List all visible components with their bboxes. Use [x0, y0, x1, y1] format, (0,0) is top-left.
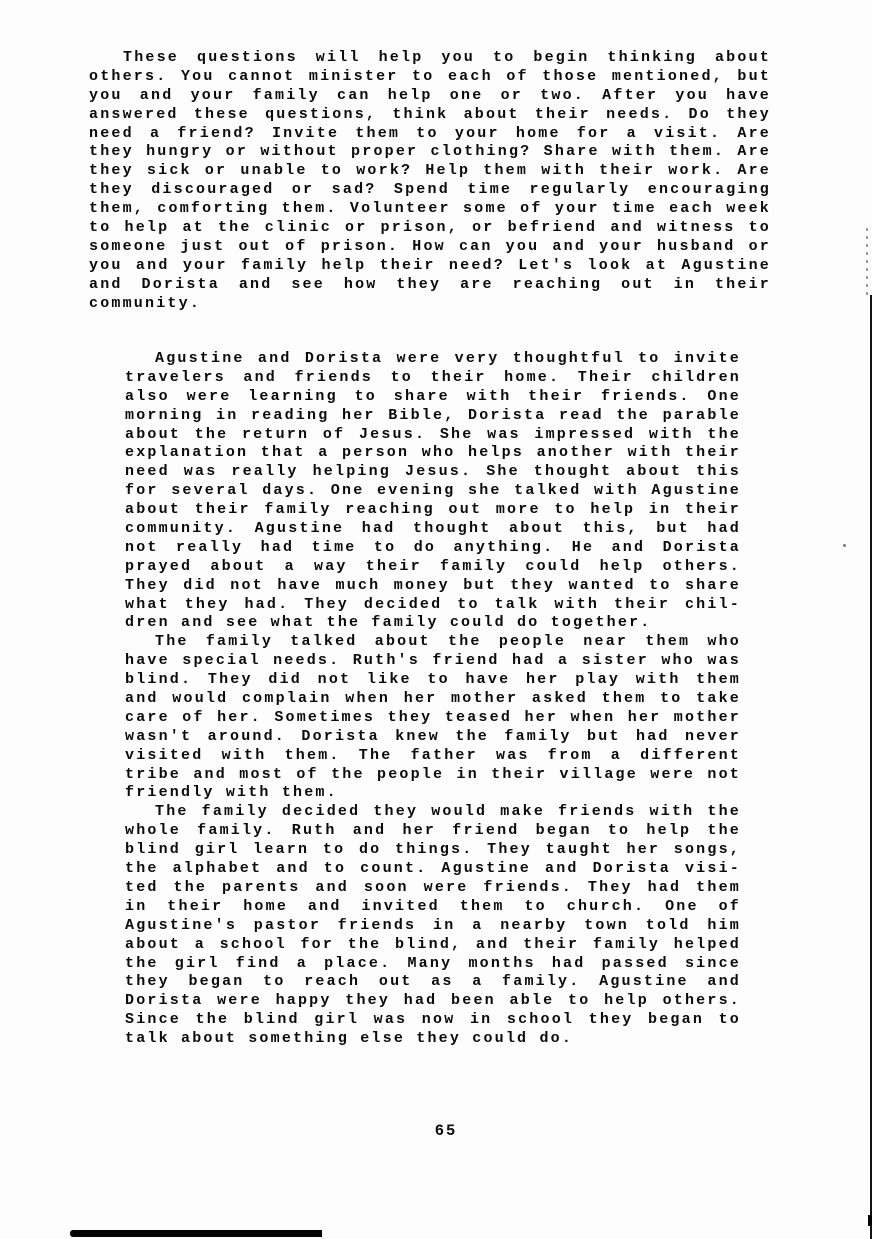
story-paragraph [125, 633, 741, 803]
text-line: need was really helping Jesus. She thought about this [125, 463, 741, 481]
text-line: Since the blind girl was now in school they began to [125, 1011, 741, 1029]
text-line: Dorista were happy they had been able to help others. [125, 992, 741, 1010]
scan-artifact-right-edge-dashes [866, 228, 868, 300]
text-line: dren and see what the family could do together. [125, 614, 652, 632]
text-line: blind. They did not like to have her play with them [125, 671, 741, 689]
text-line: visited with them. The father was from a different [125, 746, 741, 764]
text-line: also were learning to share with their friends. One [125, 387, 741, 405]
story-block [125, 350, 741, 1049]
text-line: you and your family help their need? Let's look at Agustine [89, 256, 771, 274]
text-line: to help at the clinic or prison, or befriend and witness to [89, 219, 771, 237]
text-line: they hungry or without proper clothing? Share with them. Are [89, 143, 771, 161]
text-line: wasn't around. Dorista knew the family but had never [125, 727, 741, 745]
story-paragraph [125, 803, 741, 1049]
text-line: ted the parents and soon were friends. They had them [125, 878, 741, 896]
text-line: explanation that a person who helps another with their [125, 444, 741, 462]
text-line: they began to reach out as a family. Agustine and [125, 973, 741, 991]
text-line: The family decided they would make friends with the [155, 803, 741, 821]
scan-artifact-bottom-bar [70, 1230, 322, 1237]
text-line: have special needs. Ruth's friend had a sister who was [125, 652, 741, 670]
text-line: These questions will help you to begin thinking about [123, 49, 771, 66]
text-line: about a school for the blind, and their family helped [125, 935, 741, 953]
text-line: friendly with them. [125, 784, 338, 802]
text-line: in their home and invited them to church. One of [125, 897, 741, 915]
page-number: 65 [434, 1122, 458, 1140]
text-line: they discouraged or sad? Spend time regularly encouraging [89, 181, 771, 199]
intro-paragraph [89, 49, 771, 313]
text-line: tribe and most of the people in their village were not [125, 765, 741, 783]
text-line: morning in reading her Bible, Dorista read the parable [125, 406, 741, 424]
text-line: Agustine's pastor friends in a nearby town told him [125, 916, 741, 934]
text-line: and Dorista and see how they are reaching out in their [89, 275, 771, 293]
text-line: community. [89, 294, 202, 312]
text-line: community. Agustine had thought about this, but had [125, 520, 741, 538]
text-line: what they had. They decided to talk with their chil- [125, 595, 741, 613]
text-line: The family talked about the people near them who [155, 633, 741, 651]
text-line: talk about something else they could do. [125, 1030, 574, 1048]
text-line: They did not have much money but they wanted to share [125, 576, 741, 594]
text-line: need a friend? Invite them to your home for a visit. Are [89, 124, 771, 142]
text-line: care of her. Sometimes they teased her when her mother [125, 708, 741, 726]
text-line: about their family reaching out more to help in their [125, 501, 741, 519]
text-line: the girl find a place. Many months had passed since [125, 954, 741, 972]
text-line: blind girl learn to do things. They taught her songs, [125, 841, 741, 859]
text-line: whole family. Ruth and her friend began to help the [125, 822, 741, 840]
text-line: someone just out of prison. How can you and your husband or [89, 237, 771, 255]
text-line: prayed about a way their family could help others. [125, 557, 741, 575]
text-line: others. You cannot minister to each of those mentioned, but [89, 67, 771, 85]
text-line: Agustine and Dorista were very thoughtful to invite [155, 350, 741, 367]
story-paragraph [125, 350, 741, 633]
text-line: the alphabet and to count. Agustine and Dorista visi- [125, 860, 741, 878]
text-line: and would complain when her mother asked them to take [125, 690, 741, 708]
text-line: for several days. One evening she talked with Agustine [125, 482, 741, 500]
text-line: not really had time to do anything. He and Dorista [125, 538, 741, 556]
text-line: travelers and friends to their home. Their children [125, 368, 741, 386]
text-line: they sick or unable to work? Help them with their work. Are [89, 162, 771, 180]
text-line: about the return of Jesus. She was impressed with the [125, 425, 741, 443]
scan-artifact-speck [843, 544, 846, 547]
scan-artifact-right-edge-tick [868, 1215, 872, 1226]
text-line: them, comforting them. Volunteer some of your time each week [89, 200, 771, 218]
text-line: answered these questions, think about their needs. Do they [89, 105, 771, 123]
text-line: you and your family can help one or two. After you have [89, 86, 771, 104]
